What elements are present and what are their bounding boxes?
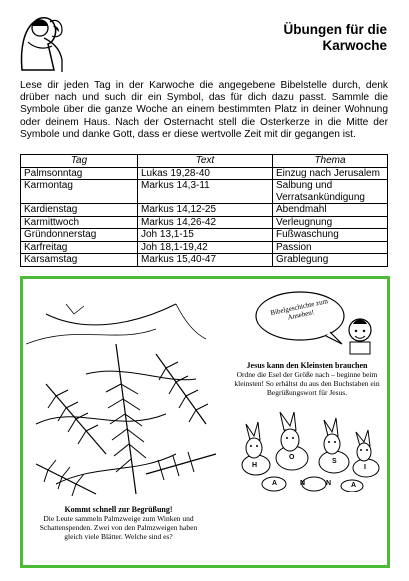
left-caption-heading: Kommt schnell zur Begrüßung! [64, 505, 173, 514]
cell-day: Karsamstag [21, 254, 138, 267]
donkey-letter: I [364, 464, 366, 471]
table-row [21, 229, 388, 242]
cell-day: Karfreitag [21, 241, 138, 254]
cell-text: Markus 14,3-11 [138, 180, 273, 204]
table-header-row [21, 155, 388, 168]
donkey-letter: N [300, 480, 306, 487]
jesus-embrace-logo [14, 8, 68, 74]
table-row [21, 254, 388, 267]
right-caption-text: Ordne die Esel der Größe nach – beginne beim kleinsten! So erhältst du aus den Buchstaben ein Begrüßungswort für Jesus. [234, 370, 380, 397]
cell-text: Markus 14,12-25 [138, 204, 273, 217]
donkey-letter: S [332, 458, 337, 465]
cell-text: Markus 15,40-47 [138, 254, 273, 267]
donkey-letter: O [289, 454, 295, 461]
cell-theme: Grablegung [273, 254, 388, 267]
cell-day: Karmittwoch [21, 216, 138, 229]
title-line-1: Übungen für die [283, 22, 387, 37]
bible-table [20, 154, 388, 267]
palm-branches-illustration [26, 284, 224, 502]
intro-paragraph: Lese dir jeden Tag in der Karwoche die angegebene Bibelstelle durch, denk drüber nach und such dir ein Symbol, das für dich dazu passt. Sammle die Symbole über die ganze Woche an einem bestimmten Platz in deiner Wohnung oder deinem Haus. Nach der Osternacht stell die Osterkerze in die Mitte der Symbole und danke Gott, dass er diese wertvolle Zeit mit dir gegangen ist. [20, 80, 388, 140]
table-row [21, 241, 388, 254]
table-row [21, 204, 388, 217]
header-text: Text [138, 155, 273, 168]
cell-text: Lukas 19,28-40 [138, 167, 273, 180]
cell-theme: Salbung und Verratsankündigung [273, 180, 388, 204]
donkey-letters [234, 450, 384, 490]
cell-day: Gründonnerstag [21, 229, 138, 242]
header-tag: Tag [21, 155, 138, 168]
cell-theme: Verleugnung [273, 216, 388, 229]
cell-text: Joh 18,1-19,42 [138, 241, 273, 254]
speech-bubble-text: Bibelgeschichte zum Ansehen! [269, 297, 329, 322]
left-caption [36, 505, 201, 541]
donkey-letter: A [272, 480, 278, 487]
header-thema: Thema [273, 155, 388, 168]
donkey-letter: N [326, 480, 332, 487]
cell-day: Palmsonntag [21, 167, 138, 180]
donkey-letter: H [252, 462, 258, 469]
cell-text: Markus 14,26-42 [138, 216, 273, 229]
cell-text: Joh 13,1-15 [138, 229, 273, 242]
cell-theme: Abendmahl [273, 204, 388, 217]
cell-day: Kardienstag [21, 204, 138, 217]
donkey-letter: A [351, 482, 357, 489]
cell-theme: Einzug nach Jerusalem [273, 167, 388, 180]
cell-theme: Fußwaschung [273, 229, 388, 242]
right-caption [232, 361, 382, 397]
table-row [21, 180, 388, 204]
page-title [187, 22, 387, 54]
title-line-2: Karwoche [322, 38, 387, 53]
table-row [21, 216, 388, 229]
right-caption-heading: Jesus kann den Kleinsten brauchen [246, 361, 368, 370]
cell-day: Karmontag [21, 180, 138, 204]
left-caption-text: Die Leute sammeln Palmzweige zum Winken und Schattenspenden. Zwei von den Palmzweigen haben gleich viele Blätter. Welche sind es? [39, 514, 198, 541]
table-row [21, 167, 388, 180]
cell-theme: Passion [273, 241, 388, 254]
